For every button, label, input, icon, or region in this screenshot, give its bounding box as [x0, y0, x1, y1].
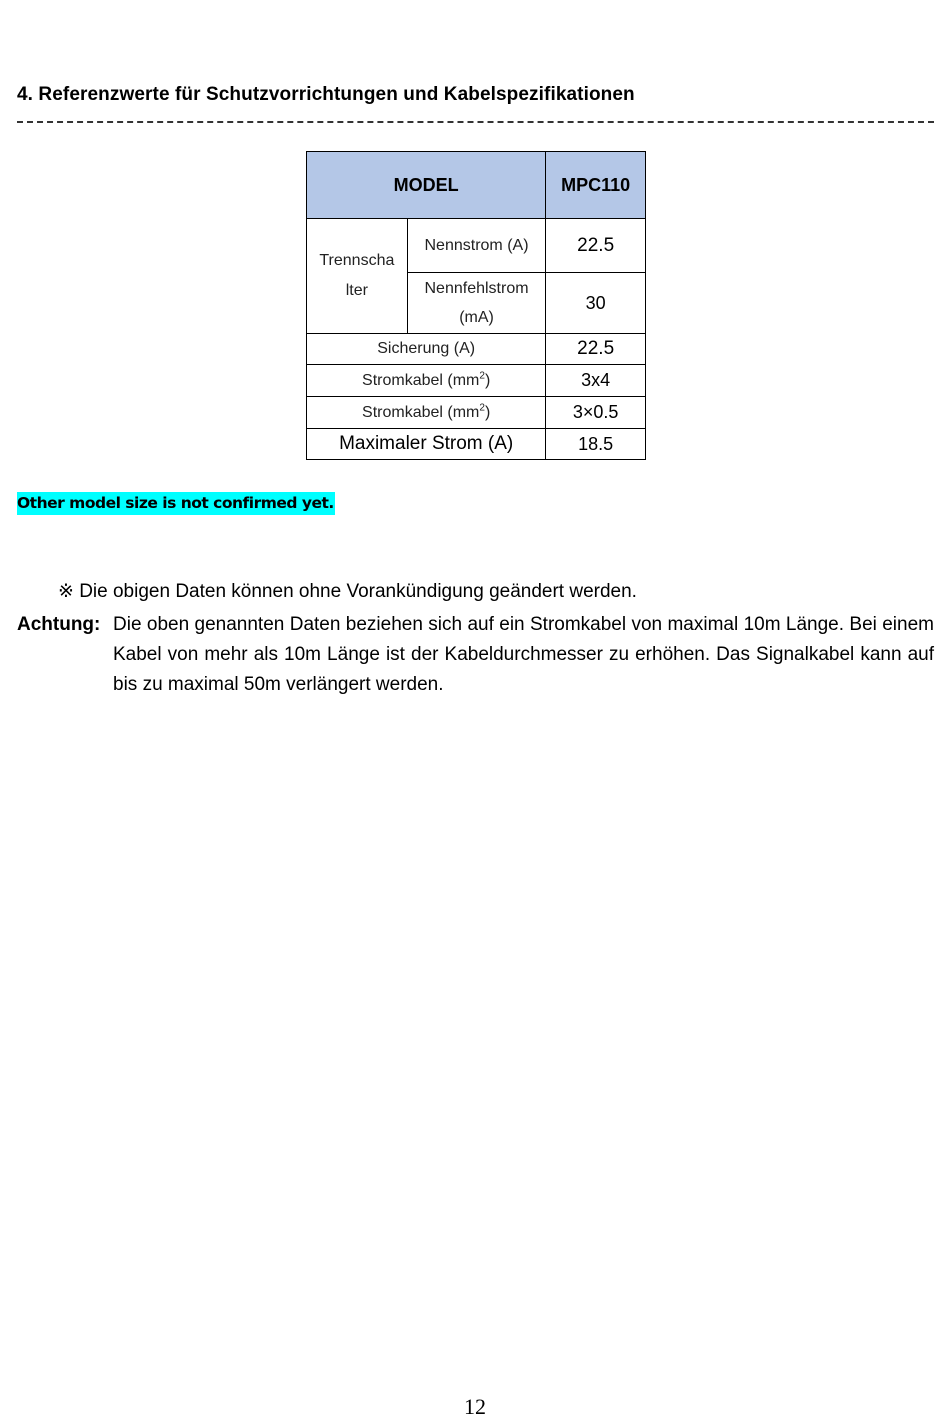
page-number: 12	[464, 1394, 486, 1419]
table-row	[307, 219, 646, 273]
nennfehlstrom-label-line2: (mA)	[459, 309, 494, 326]
achtung-text: Die oben genannten Daten beziehen sich auf ein Stromkabel von maximal 10m Länge. Bei einem Kabel von mehr als 10m Länge ist der Kabeldurchmesser zu erhöhen. Das Signalkabel kann auf bis zu maximal 50m verlängert werden.	[113, 614, 934, 695]
stromkabel-1-value: 3x4	[546, 365, 646, 397]
section-heading: 4. Referenzwerte für Schutzvorrichtungen und Kabelspezifikationen	[17, 84, 635, 105]
dashed-divider	[17, 121, 934, 123]
table-row	[307, 365, 646, 397]
table-row	[307, 397, 646, 429]
spec-table	[306, 151, 646, 460]
trennschalter-cell	[307, 219, 408, 334]
sicherung-value: 22.5	[546, 334, 646, 365]
stromkabel-2-suffix: )	[484, 403, 491, 421]
table-row	[307, 334, 646, 365]
trennschalter-label-line1: Trennscha	[319, 252, 395, 269]
nennfehlstrom-label	[407, 273, 546, 334]
achtung-label: Achtung:	[17, 614, 101, 635]
stromkabel-2-value: 3×0.5	[546, 397, 646, 429]
highlighted-notice: Other model size is not confirmed yet.	[17, 492, 335, 515]
nennfehlstrom-value: 30	[546, 273, 646, 334]
stromkabel-1-label	[307, 365, 546, 397]
nennstrom-value: 22.5	[546, 219, 646, 273]
stromkabel-1-prefix: Stromkabel (mm	[362, 371, 480, 389]
nennstrom-label: Nennstrom (A)	[407, 219, 546, 273]
header-model-cell: MODEL	[307, 152, 546, 219]
change-note: ※ Die obigen Daten können ohne Vorankündigung geändert werden.	[58, 581, 637, 602]
stromkabel-2-sup: 2	[479, 402, 485, 414]
table-row	[307, 429, 646, 460]
stromkabel-1-suffix: )	[484, 371, 491, 389]
stromkabel-2-prefix: Stromkabel (mm	[362, 403, 480, 421]
stromkabel-1-sup: 2	[479, 370, 485, 382]
header-value-cell: MPC110	[546, 152, 646, 219]
maxstrom-label: Maximaler Strom (A)	[307, 429, 546, 460]
trennschalter-label-line2: lter	[345, 282, 368, 299]
maxstrom-value: 18.5	[546, 429, 646, 460]
sicherung-label: Sicherung (A)	[307, 334, 546, 365]
table-header-row	[307, 152, 646, 219]
stromkabel-2-label	[307, 397, 546, 429]
nennfehlstrom-label-line1: Nennfehlstrom	[424, 280, 529, 297]
